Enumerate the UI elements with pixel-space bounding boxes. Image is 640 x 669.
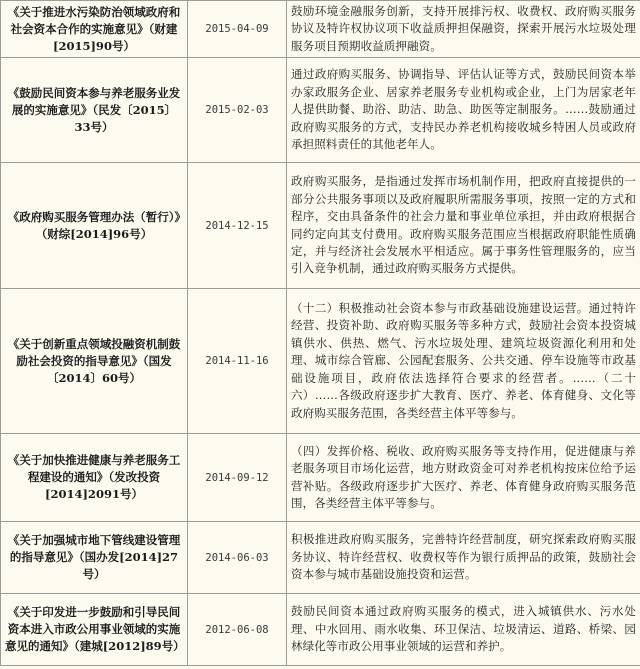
table-row — [1, 434, 640, 522]
policy-content: 鼓励环境金融服务创新，支持开展排污权、收费权、政府购买服务协议及特许权协议项下收益质押担保融资，探索开展污水垃圾处理服务项目预期收益质押融资。 — [287, 1, 640, 58]
policy-title: 《关于印发进一步鼓励和引导民间资本进入市政公用事业领域的实施意见的通知》（建城[2012]89号） — [1, 594, 188, 666]
issue-date: 2015-04-09 — [188, 1, 287, 58]
issue-date: 2014-06-03 — [188, 522, 287, 594]
table-row — [1, 1, 640, 58]
policy-title: 《关于加强城市地下管线建设管理的指导意见》（国办发[2014]27号） — [1, 522, 188, 594]
policy-content: 政府购买服务，是指通过发挥市场机制作用，把政府直接提供的一部分公共服务事项以及政府履职所需服务事项，按照一定的方式和程序，交由具备条件的社会力量和事业单位承担，并由政府根据合同约定向其支付费用。政府购买服务范围应当根据政府职能性质确定，并与经济社会发展水平相适应。属于事务性管理服务的，应当引入竞争机制，通过政府购买服务方式提供。 — [287, 163, 640, 289]
table-row — [1, 522, 640, 594]
issue-date: 2014-11-16 — [188, 289, 287, 434]
policy-title: 《关于推进水污染防治领域政府和社会资本合作的实施意见》（财建[2015]90号） — [1, 1, 188, 58]
policy-content: （十二）积极推动社会资本参与市政基础设施建设运营。通过特许经营、投资补助、政府购买服务等多种方式，鼓励社会资本投资城镇供水、供热、燃气、污水垃圾处理、建筑垃圾资源化利用和处理、城市综合管廊、公园配套服务、公共交通、停车设施等市政基础设施项目，政府依法选择符合要求的经营者。……（二十六）……各级政府逐步扩大教育、医疗、养老、体育健身、文化等政府购买服务范围，各类经营主体平等参与。 — [287, 289, 640, 434]
table-row — [1, 594, 640, 666]
table-row — [1, 163, 640, 289]
table-row — [1, 58, 640, 163]
table-row — [1, 289, 640, 434]
policy-content: 鼓励民间资本通过政府购买服务的模式，进入城镇供水、污水处理、中水回用、雨水收集、环卫保洁、垃圾清运、道路、桥梁、园林绿化等市政公用事业领域的运营和养护。 — [287, 594, 640, 666]
policy-title: 《政府购买服务管理办法（暂行）》（财综[2014]96号） — [1, 163, 188, 289]
policy-content: 通过政府购买服务、协调指导、评估认证等方式，鼓励民间资本举办家政服务企业、居家养老服务专业机构或企业，上门为居家老年人提供助餐、助浴、助洁、助急、助医等定制服务。……鼓励通过政府购买服务的方式，支持民办养老机构接收城乡特困人员或政府承担照料责任的其他老年人。 — [287, 58, 640, 163]
issue-date: 2012-06-08 — [188, 594, 287, 666]
policy-title: 《关于创新重点领域投融资机制鼓励社会投资的指导意见》（国发〔2014〕60号） — [1, 289, 188, 434]
issue-date: 2014-12-15 — [188, 163, 287, 289]
policy-content: （四）发挥价格、税收、政府购买服务等支持作用，促进健康与养老服务项目市场化运营，地方财政资金可对养老机构按床位给予运营补贴。各级政府逐步扩大医疗、养老、体育健身政府购买服务范围，各类经营主体平等参与。 — [287, 434, 640, 522]
policy-title: 《关于加快推进健康与养老服务工程建设的通知》（发改投资[2014]2091号） — [1, 434, 188, 522]
policy-title: 《鼓励民间资本参与养老服务业发展的实施意见》（民发〔2015〕33号） — [1, 58, 188, 163]
issue-date: 2015-02-03 — [188, 58, 287, 163]
policy-content: 积极推进政府购买服务，完善特许经营制度，研究探索政府购买服务协议、特许经营权、收费权等作为银行质押品的政策，鼓励社会资本参与城市基础设施投资和运营。 — [287, 522, 640, 594]
issue-date: 2014-09-12 — [188, 434, 287, 522]
